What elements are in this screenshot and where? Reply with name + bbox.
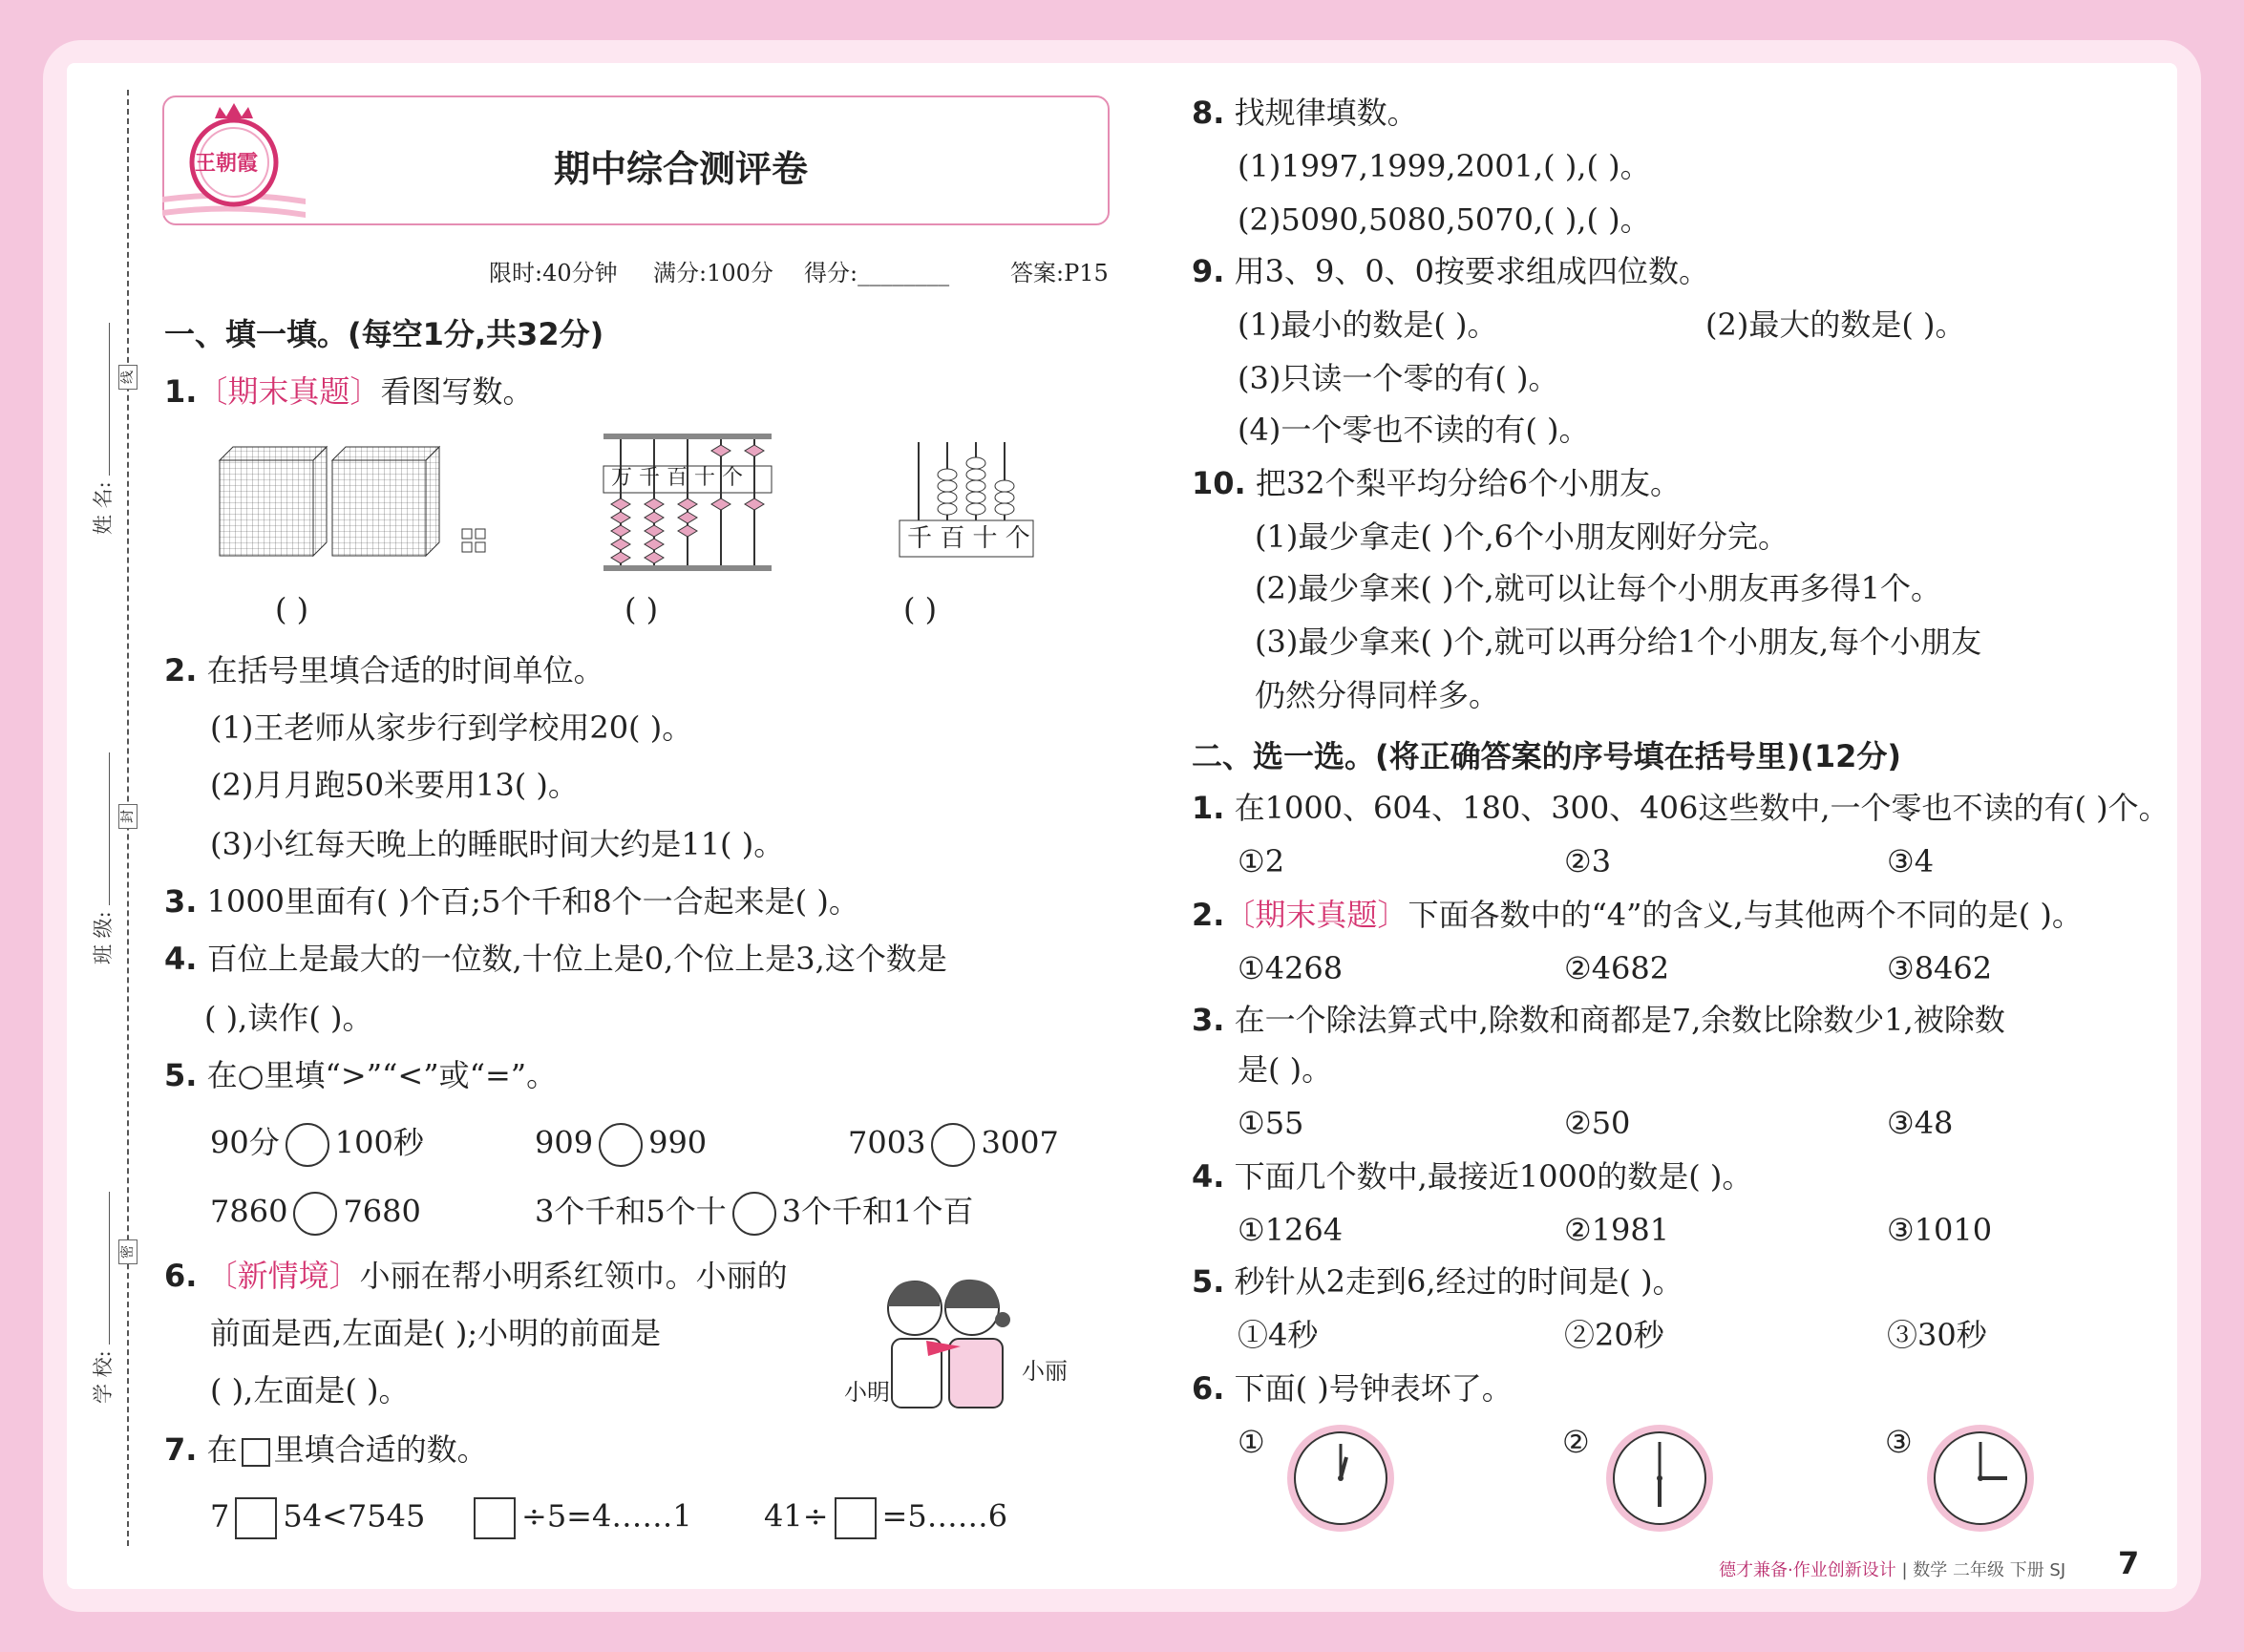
c1-text[interactable]: 在1000、604、180、300、406这些数中,一个零也不读的有( )个。 [1234,790,2170,826]
q10-c2: 仍然分得同样多。 [1255,677,1500,713]
q1-answer-3[interactable]: ( ) [903,591,938,627]
compare-circle[interactable] [286,1123,329,1167]
q8-text: 找规律填数。 [1234,95,1418,131]
c1-option-3: ③4 [1887,843,1935,879]
q2-b[interactable]: (2)月月跑50米要用13( )。 [210,767,579,803]
q9-text: 用3、9、0、0按要求组成四位数。 [1234,253,1710,289]
time-limit: 限时:40分钟 [489,260,618,286]
abacus-1 [602,432,773,575]
q7-text-b: 里填合适的数。 [273,1431,488,1468]
c3-option-3: ③48 [1887,1105,1954,1141]
q8-num: 8. [1192,95,1225,131]
clock-icon [1925,1423,2036,1534]
q5-num: 5. [164,1057,198,1093]
q10-a[interactable]: (1)最少拿走( )个,6个小朋友刚好分完。 [1255,519,1789,555]
q3-num: 3. [164,883,198,920]
c2-num: 2. [1192,897,1225,933]
q7-eq3: 41÷ =5……6 [764,1497,1007,1539]
c3-option-2: ②50 [1564,1105,1631,1141]
section2-heading: 二、选一选。(将正确答案的序号填在括号里)(12分) [1192,738,1902,774]
abacus-1-labels: 万 千 百 十 个 [611,466,743,490]
q1 [164,373,534,410]
boy-label: 小明 [844,1379,890,1406]
c3-option-1: ①55 [1238,1105,1304,1141]
c2-option-3: ③8462 [1887,950,1993,986]
c4-option-3: ③1010 [1887,1212,1993,1248]
q1-num: 1. [164,373,198,410]
q4-num: 4. [164,941,198,977]
seal-mark: 线 [118,365,138,390]
q6-text3[interactable]: ( ),左面是( )。 [210,1372,410,1408]
c6-num: 6. [1192,1370,1225,1407]
c5-option-3: ③30秒 [1887,1317,1987,1353]
q10-c[interactable]: (3)最少拿来( )个,就可以再分给1个小朋友,每个小朋友 [1255,624,1982,660]
compare-item: 7003 3007 [848,1123,1059,1167]
c3-num: 3. [1192,1002,1225,1038]
school-field [88,1192,116,1404]
q10-num: 10. [1192,465,1246,501]
answer-box[interactable] [235,1497,277,1539]
cube-blocks [212,439,498,563]
q9-num: 9. [1192,253,1225,289]
compare-item: 909 990 [535,1123,707,1167]
logo [181,99,286,220]
name-label: 姓 名: [92,481,115,535]
q3-text[interactable]: 1000里面有( )个百;5个千和8个一合起来是( )。 [206,883,859,920]
q4-text2[interactable]: ( ),读作( )。 [204,1000,373,1036]
c6-text[interactable]: 下面( )号钟表坏了。 [1234,1370,1513,1407]
compare-circle[interactable] [293,1192,337,1236]
page-number: 7 [2118,1545,2140,1581]
q5-text: 在○里填“>”“<”或“=”。 [206,1057,558,1093]
c1-option-1: ①2 [1238,843,1285,879]
c5-num: 5. [1192,1263,1225,1300]
q2-a[interactable]: (1)王老师从家步行到学校用20( )。 [210,710,693,746]
c3-text: 在一个除法算式中,除数和商都是7,余数比除数少1,被除数 [1234,1002,2005,1038]
full-score: 满分:100分 [653,260,773,286]
q7-eq1: 7 54<7545 [210,1497,425,1539]
c5-text[interactable]: 秒针从2走到6,经过的时间是( )。 [1234,1263,1683,1300]
q1-answer-1[interactable]: ( ) [275,591,309,627]
page-title: 期中综合测评卷 [554,148,809,190]
footer-info: | 数学 二年级 下册 SJ [1901,1560,2066,1580]
c2-option-1: ①4268 [1238,950,1344,986]
q2-num: 2. [164,652,198,688]
q7-num: 7. [164,1431,198,1468]
c4-option-1: ①1264 [1238,1212,1344,1248]
footer-brand: 德才兼备·作业创新设计 [1719,1560,1896,1580]
q10-text: 把32个梨平均分给6个小朋友。 [1255,465,1681,501]
clock-icon [1604,1423,1715,1534]
q1-text: 看图写数。 [380,373,534,410]
answer-ref: 答案:P15 [1010,260,1109,286]
q2-c[interactable]: (3)小红每天晚上的睡眠时间大约是11( )。 [210,826,785,862]
compare-item: 3个千和5个十 3个千和1个百 [535,1192,973,1236]
school-label: 学 校: [92,1350,115,1404]
class-field [88,752,116,964]
girl-label: 小丽 [1022,1358,1068,1385]
class-label: 班 级: [92,911,115,964]
seal-mark: 密 [118,1239,138,1264]
q9-d[interactable]: (4)一个零也不读的有( )。 [1238,412,1590,448]
q9-c[interactable]: (3)只读一个零的有( )。 [1238,360,1559,396]
compare-circle[interactable] [931,1123,975,1167]
q6-text2[interactable]: 前面是西,左面是( );小明的前面是 [210,1315,662,1351]
clock-label-3: ③ [1885,1424,1913,1460]
c5-option-1: ①4秒 [1238,1317,1319,1353]
name-field [88,323,116,535]
seal-mark: 封 [118,804,138,829]
q6-text: 小丽在帮小明系红领巾。小丽的 [359,1258,788,1294]
c2-text[interactable]: 下面各数中的“4”的含义,与其他两个不同的是( )。 [1408,897,2083,933]
clock-label-2: ② [1562,1424,1590,1460]
q6-num: 6. [164,1258,198,1294]
compare-circle[interactable] [732,1192,776,1236]
q7-text: 在 [206,1431,238,1468]
compare-circle[interactable] [599,1123,643,1167]
q9-a[interactable]: (1)最小的数是( )。 [1238,307,1498,343]
section1-heading: 一、填一填。(每空1分,共32分) [164,316,604,352]
compare-item: 7860 7680 [210,1192,421,1236]
c5-option-2: ②20秒 [1564,1317,1664,1353]
q1-tag: 〔期末真题〕 [197,373,381,410]
c1-num: 1. [1192,790,1225,826]
children-illustration [869,1270,1050,1413]
c4-num: 4. [1192,1158,1225,1195]
clock-label-1: ① [1238,1424,1265,1460]
q4-text: 百位上是最大的一位数,十位上是0,个位上是3,这个数是 [206,941,947,977]
abacus-2-labels: 千 百 十 个 [907,524,1030,553]
score-field[interactable]: 得分:________ [804,260,950,286]
c4-text[interactable]: 下面几个数中,最接近1000的数是( )。 [1234,1158,1753,1195]
q6-tag: 〔新情境〕 [206,1258,360,1294]
q10-b[interactable]: (2)最少拿来( )个,就可以让每个小朋友再多得1个。 [1255,570,1942,606]
q2-text: 在括号里填合适的时间单位。 [206,652,604,688]
c3-text2[interactable]: 是( )。 [1238,1051,1333,1088]
q8-a[interactable]: (1)1997,1999,2001,( ),( )。 [1238,148,1651,184]
q1-answer-2[interactable]: ( ) [625,591,659,627]
c4-option-2: ②1981 [1564,1212,1670,1248]
answer-box[interactable] [474,1497,516,1539]
clock-icon [1285,1423,1396,1534]
compare-item: 90分 100秒 [210,1123,424,1167]
q7-eq2: ÷5=4……1 [468,1497,692,1539]
answer-box[interactable] [835,1497,877,1539]
q8-b[interactable]: (2)5090,5080,5070,( ),( )。 [1238,201,1651,238]
q9-b[interactable]: (2)最大的数是( )。 [1705,307,1966,343]
c1-option-2: ②3 [1564,843,1612,879]
c2-tag: 〔期末真题〕 [1224,897,1408,933]
square-icon [242,1438,270,1467]
footer [1719,1557,2065,1581]
c2-option-2: ②4682 [1564,950,1670,986]
logo-text: 王朝霞 [195,151,259,176]
